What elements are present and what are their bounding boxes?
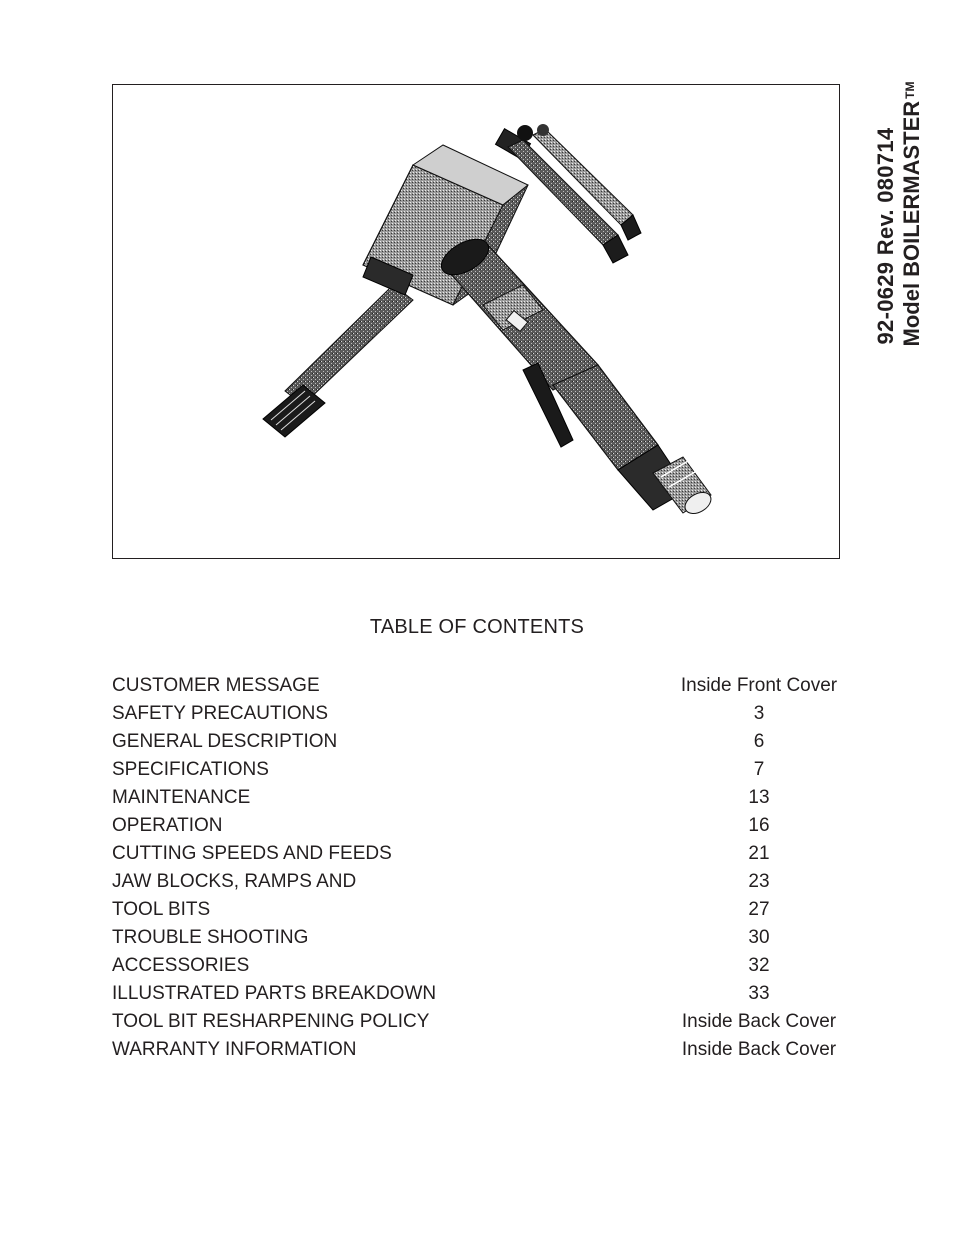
toc-entry-title: TOOL BIT RESHARPENING POLICY bbox=[112, 1011, 430, 1032]
model-name bbox=[899, 42, 925, 347]
toc-entry-title: CUSTOMER MESSAGE bbox=[112, 675, 320, 696]
toc-entry-title: TROUBLE SHOOTING bbox=[112, 927, 309, 948]
mandrel-shaft bbox=[263, 285, 413, 437]
toc-entry-page: 33 bbox=[748, 983, 770, 1004]
toc-entry bbox=[112, 756, 840, 784]
toc-entry-page: 32 bbox=[748, 955, 770, 976]
boilermaster-tool-icon bbox=[113, 85, 839, 558]
toc-entry-page: 30 bbox=[748, 927, 770, 948]
toc-entry bbox=[112, 896, 840, 924]
toc-entry-page: 21 bbox=[748, 843, 770, 864]
toc-entry-title: ACCESSORIES bbox=[112, 955, 250, 976]
toc-entry-page: 27 bbox=[748, 899, 770, 920]
model-name-text: Model BOILERMASTER bbox=[899, 100, 924, 347]
toc-entry-title: SPECIFICATIONS bbox=[112, 759, 269, 780]
toc-entry-title: MAINTENANCE bbox=[112, 787, 251, 808]
toc-entry-page: Inside Back Cover bbox=[681, 1039, 837, 1060]
product-photo-frame bbox=[112, 84, 840, 559]
toc-entry-page: 23 bbox=[748, 871, 770, 892]
toc-entry-title: JAW BLOCKS, RAMPS AND bbox=[112, 871, 357, 892]
trademark-mark: TM bbox=[903, 81, 917, 99]
toc-entry-title: ILLUSTRATED PARTS BREAKDOWN bbox=[112, 983, 437, 1004]
toc-entry-title: WARRANTY INFORMATION bbox=[112, 1039, 357, 1060]
toc-entry bbox=[112, 1036, 840, 1064]
toc-entry-page: 16 bbox=[748, 815, 770, 836]
toc-entry-page: 7 bbox=[753, 759, 765, 780]
toc-entry-page: 13 bbox=[748, 787, 770, 808]
toc-entry-page: Inside Back Cover bbox=[681, 1011, 837, 1032]
toc-entry-page: 3 bbox=[753, 703, 765, 724]
toc-entry bbox=[112, 840, 840, 868]
toc-entry-title: CUTTING SPEEDS AND FEEDS bbox=[112, 843, 392, 864]
toc-entry-title: SAFETY PRECAUTIONS bbox=[112, 703, 329, 724]
toc-entry bbox=[112, 672, 840, 700]
toc-entry-title: GENERAL DESCRIPTION bbox=[112, 731, 338, 752]
toc-entry bbox=[112, 952, 840, 980]
toc-heading: TABLE OF CONTENTS bbox=[369, 616, 585, 638]
toc-entry-page: Inside Front Cover bbox=[680, 675, 838, 696]
toc-entry bbox=[112, 868, 840, 896]
toc-entry bbox=[112, 700, 840, 728]
toc-entry bbox=[112, 980, 840, 1008]
toc-entry bbox=[112, 1008, 840, 1036]
document-number: 92-0629 Rev. 080714 bbox=[873, 127, 898, 345]
toc-entry bbox=[112, 924, 840, 952]
toc-entry bbox=[112, 784, 840, 812]
toc-entry bbox=[112, 728, 840, 756]
toc-list bbox=[112, 672, 840, 1064]
toc-entry-title: TOOL BITS bbox=[112, 899, 211, 920]
toc-entry bbox=[112, 812, 840, 840]
side-title bbox=[864, 42, 934, 347]
air-motor bbox=[435, 232, 598, 390]
toc-entry-page: 6 bbox=[753, 731, 765, 752]
toc-entry-title: OPERATION bbox=[112, 815, 223, 836]
side-title-rotated bbox=[873, 42, 925, 347]
